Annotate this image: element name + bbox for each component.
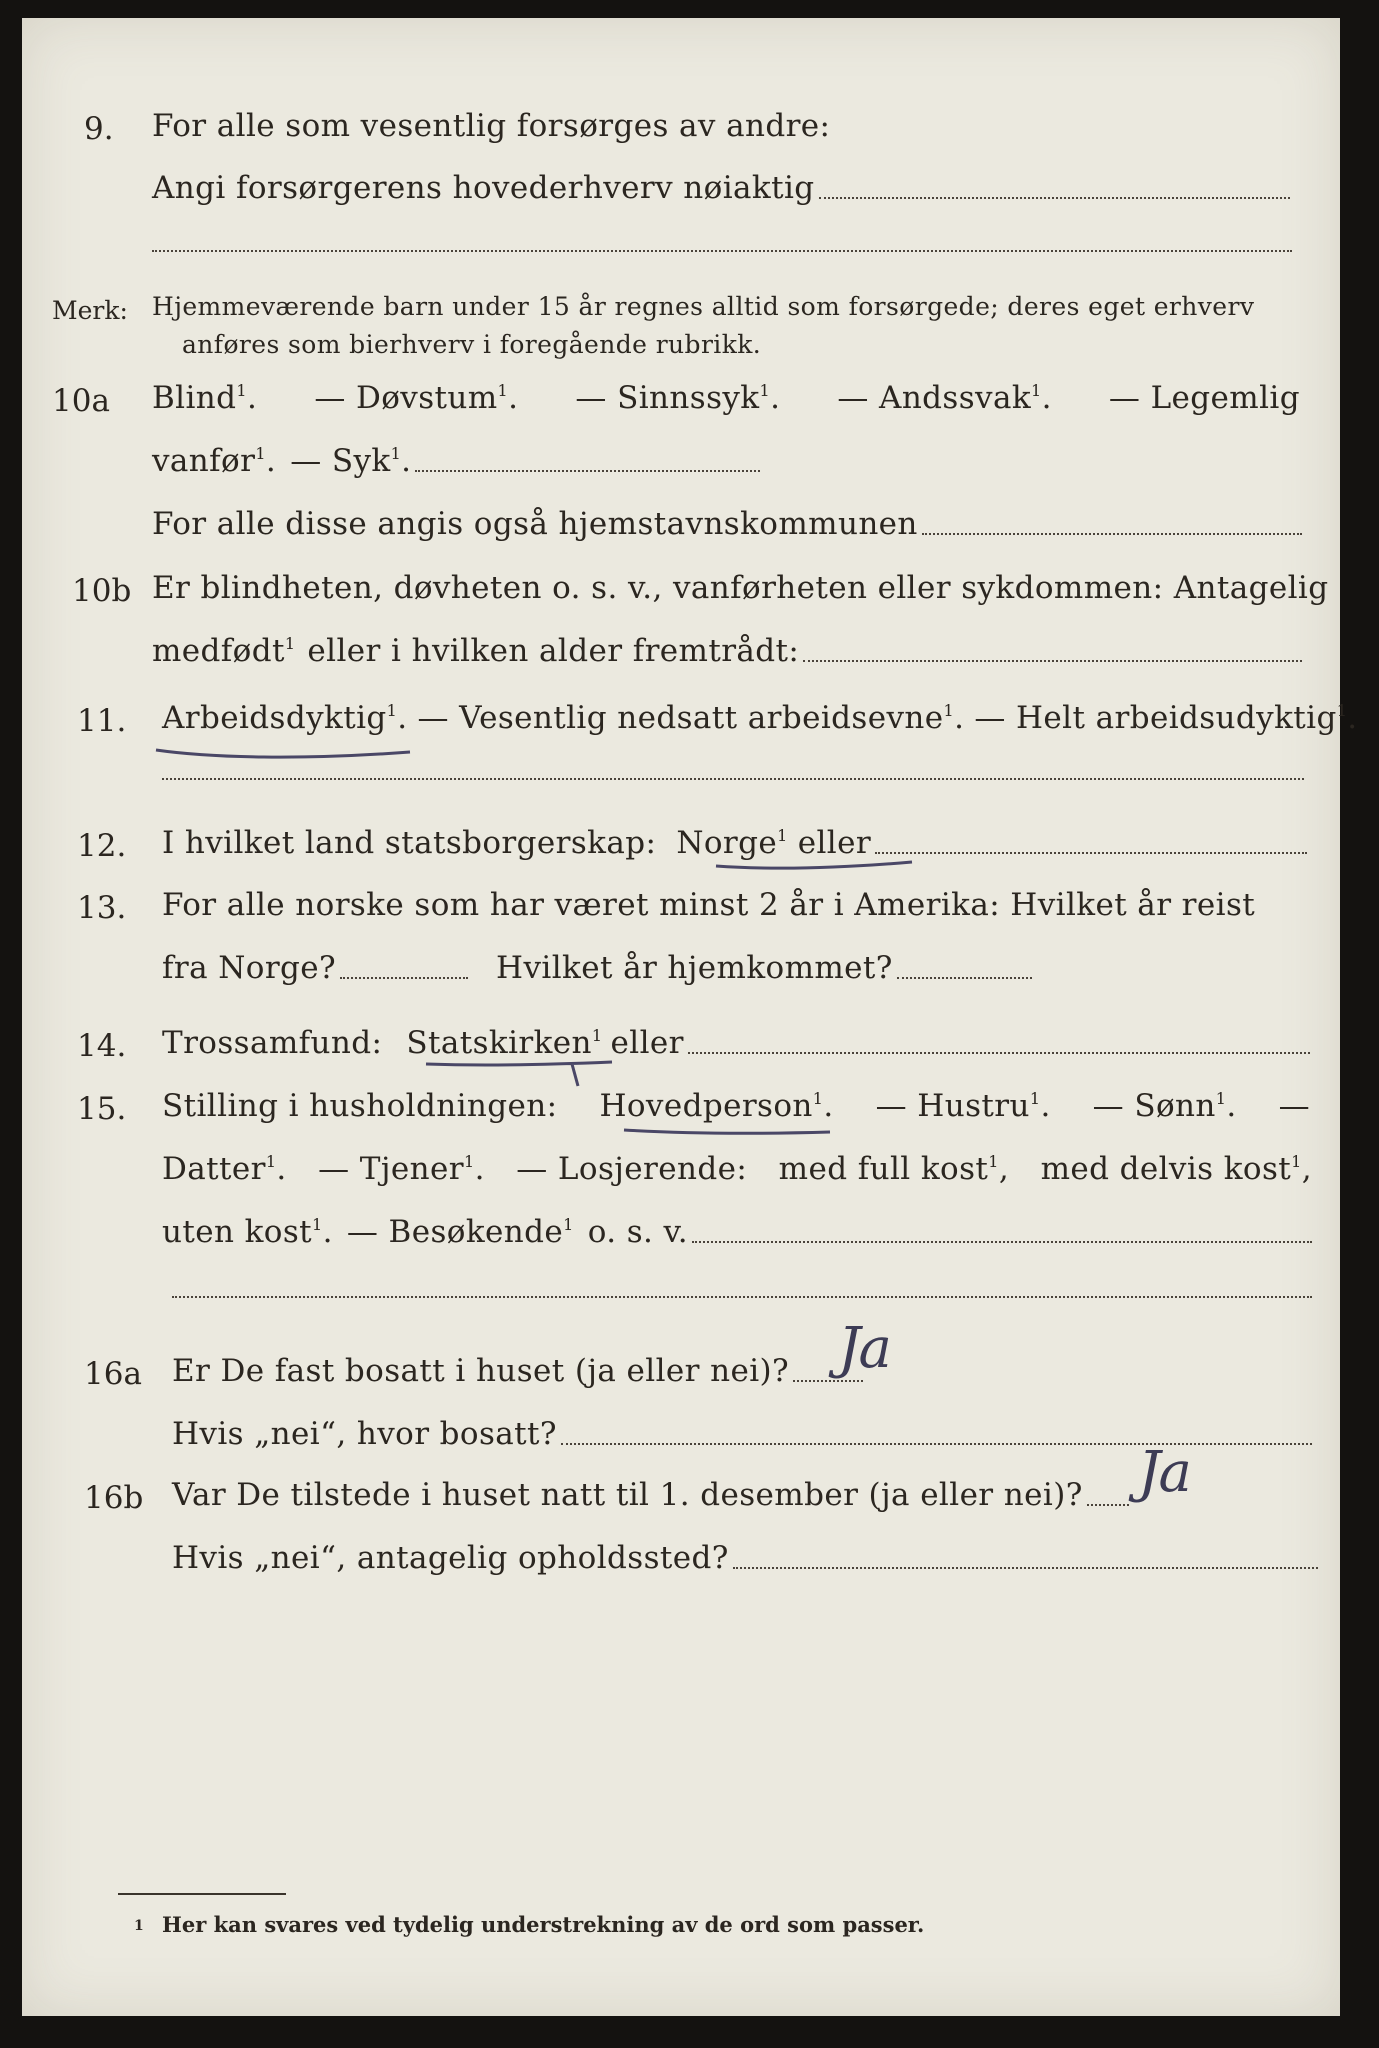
footnote-mark: 1 <box>134 1918 144 1934</box>
q13-returned-field[interactable] <box>897 977 1032 979</box>
q16a-where-label: Hvis „nei“, hvor bosatt? <box>172 1416 557 1452</box>
merk-line2 <box>182 330 761 359</box>
q10a-line2 <box>152 443 760 479</box>
q16b-whereabouts-label: Hvis „nei“, antagelig opholdssted? <box>172 1540 729 1576</box>
q10a-andssvak: — Andssvak$^1$. <box>837 380 1052 416</box>
q10a-line3 <box>152 506 1302 542</box>
q10a-line1 <box>152 380 1300 416</box>
q16b-answer-field[interactable] <box>1087 1504 1129 1506</box>
q15-sonn: — Sønn$^1$. <box>1092 1088 1237 1124</box>
q13-question: For alle norske som har været minst 2 år i Amerika: Hvilket år reist <box>162 887 1256 923</box>
footnote-text: Her kan svares ved tydelig understrekning av de ord som passer. <box>162 1912 925 1937</box>
q11-line <box>162 700 1358 736</box>
q10a-number: 10a <box>52 383 110 419</box>
q9-question: For alle som vesentlig forsørges av andre: <box>152 108 831 144</box>
q12-question: I hvilket land statsborgerskap: <box>162 825 657 861</box>
merk-label: Merk: <box>52 296 128 325</box>
q11-number: 11. <box>77 703 127 739</box>
q16a-line1 <box>172 1353 863 1389</box>
q15-extra-field[interactable] <box>172 1296 1312 1298</box>
q12-eller: eller <box>797 825 872 861</box>
q15-fullkost: med full kost$^1$, <box>778 1151 1010 1187</box>
q9-line2 <box>152 170 1290 206</box>
q11-udyktig: — Helt arbeidsudyktig$^1$. <box>974 700 1358 736</box>
q10b-question: Er blindheten, døvheten o. s. v., vanførheten eller sykdommen: Antagelig <box>152 570 1329 606</box>
q15-hustru: — Hustru$^1$. <box>875 1088 1051 1124</box>
q15-position-field[interactable] <box>692 1241 1312 1243</box>
q13-number: 13. <box>77 890 127 926</box>
q15-question: Stilling i husholdningen: <box>162 1088 558 1124</box>
q16b-question: Var De tilstede i huset natt til 1. desember (ja eller nei)? <box>172 1477 1083 1513</box>
q15-uten: uten kost$^1$. <box>162 1214 333 1250</box>
footnote-rule <box>118 1893 286 1895</box>
q14-number: 14. <box>77 1028 127 1064</box>
q15-line2 <box>162 1151 1312 1187</box>
q16a-number: 16a <box>84 1356 142 1392</box>
q11-arbeidsdyktig: Arbeidsdyktig$^1$. <box>162 700 408 736</box>
q15-delvis: med delvis kost$^1$, <box>1040 1151 1312 1187</box>
q15-number: 15. <box>77 1091 127 1127</box>
q16b-line1 <box>172 1477 1129 1513</box>
q10a-syk: — Syk$^1$. <box>290 443 412 479</box>
q10a-hometown-field[interactable] <box>922 533 1302 535</box>
q10b-medfodt: medfødt$^1$ <box>152 633 296 669</box>
q15-line3 <box>162 1214 1312 1250</box>
q10a-legemlig: — Legemlig <box>1108 380 1300 416</box>
q15-tjener: — Tjener$^1$. <box>318 1151 485 1187</box>
q13-departed-field[interactable] <box>340 977 468 979</box>
q11-extra-field[interactable] <box>162 778 1304 780</box>
q10a-syk-field[interactable] <box>415 470 760 472</box>
q14-eller: eller <box>610 1025 684 1061</box>
q16b-line2 <box>172 1540 1318 1576</box>
merk-text-1: Hjemmeværende barn under 15 år regnes alltid som forsørgede; deres eget erhverv <box>152 292 1255 321</box>
q16a-handwritten-answer: Ja <box>838 1316 890 1381</box>
q10b-line1 <box>152 570 1328 606</box>
census-form-page <box>22 18 1358 2016</box>
q13-line2 <box>162 950 1032 986</box>
q9-number: 9. <box>84 111 114 147</box>
q14-faith-field[interactable] <box>688 1052 1310 1054</box>
q15-losjerende: — Losjerende: <box>516 1151 748 1187</box>
q15-osv: o. s. v. <box>587 1214 689 1250</box>
q15-line1 <box>162 1088 1310 1124</box>
q16a-question: Er De fast bosatt i huset (ja eller nei)? <box>172 1353 790 1389</box>
q10b-age-label: eller i hvilken alder fremtrådt: <box>307 633 800 669</box>
q15-dash: — <box>1278 1088 1310 1124</box>
q10b-age-field[interactable] <box>803 660 1302 662</box>
q10a-sinnssyk: — Sinnssyk$^1$. <box>575 380 781 416</box>
q9-provider-field[interactable] <box>819 197 1290 199</box>
q10b-line2 <box>152 633 1302 669</box>
q16a-where-field[interactable] <box>561 1443 1312 1445</box>
q11-nedsatt: — Vesentlig nedsatt arbeidsevne$^1$. <box>417 700 965 736</box>
q10a-vanfor: vanfør$^1$. <box>152 443 277 479</box>
q9-extra-field[interactable] <box>152 250 1292 252</box>
q12-line <box>162 825 1307 861</box>
q14-statskirken: Statskirken$^1$ <box>406 1025 603 1061</box>
q14-question: Trossamfund: <box>162 1025 383 1061</box>
q10a-blind: Blind$^1$. <box>152 380 258 416</box>
q16b-whereabouts-field[interactable] <box>733 1567 1318 1569</box>
q10b-number: 10b <box>72 573 132 609</box>
q13-line1 <box>162 887 1255 923</box>
q13-returned-label: Hvilket år hjemkommet? <box>496 950 893 986</box>
merk-text-2: anføres som bierhverv i foregående rubrikk. <box>182 330 762 359</box>
q15-datter: Datter$^1$. <box>162 1151 287 1187</box>
q10a-dovstum: — Døvstum$^1$. <box>314 380 519 416</box>
q14-line <box>162 1025 1310 1061</box>
q9-line1 <box>152 108 830 144</box>
q12-country-field[interactable] <box>875 852 1307 854</box>
q12-norge: Norge$^1$ <box>676 825 788 861</box>
q16b-number: 16b <box>84 1480 144 1516</box>
q13-departed-label: fra Norge? <box>162 950 337 986</box>
merk-line1 <box>152 292 1254 321</box>
q11-handwritten-underline <box>152 736 422 766</box>
q15-handwritten-underline <box>620 1122 840 1146</box>
q15-besokende: — Besøkende$^1$ <box>346 1214 574 1250</box>
q9-provider-label: Angi forsørgerens hovederhverv nøiaktig <box>152 170 815 206</box>
q10a-hometown-label: For alle disse angis også hjemstavnskommunen <box>152 506 918 542</box>
q16b-handwritten-answer: Ja <box>1138 1440 1190 1505</box>
q15-hovedperson: Hovedperson$^1$. <box>599 1088 834 1124</box>
q12-number: 12. <box>77 828 127 864</box>
